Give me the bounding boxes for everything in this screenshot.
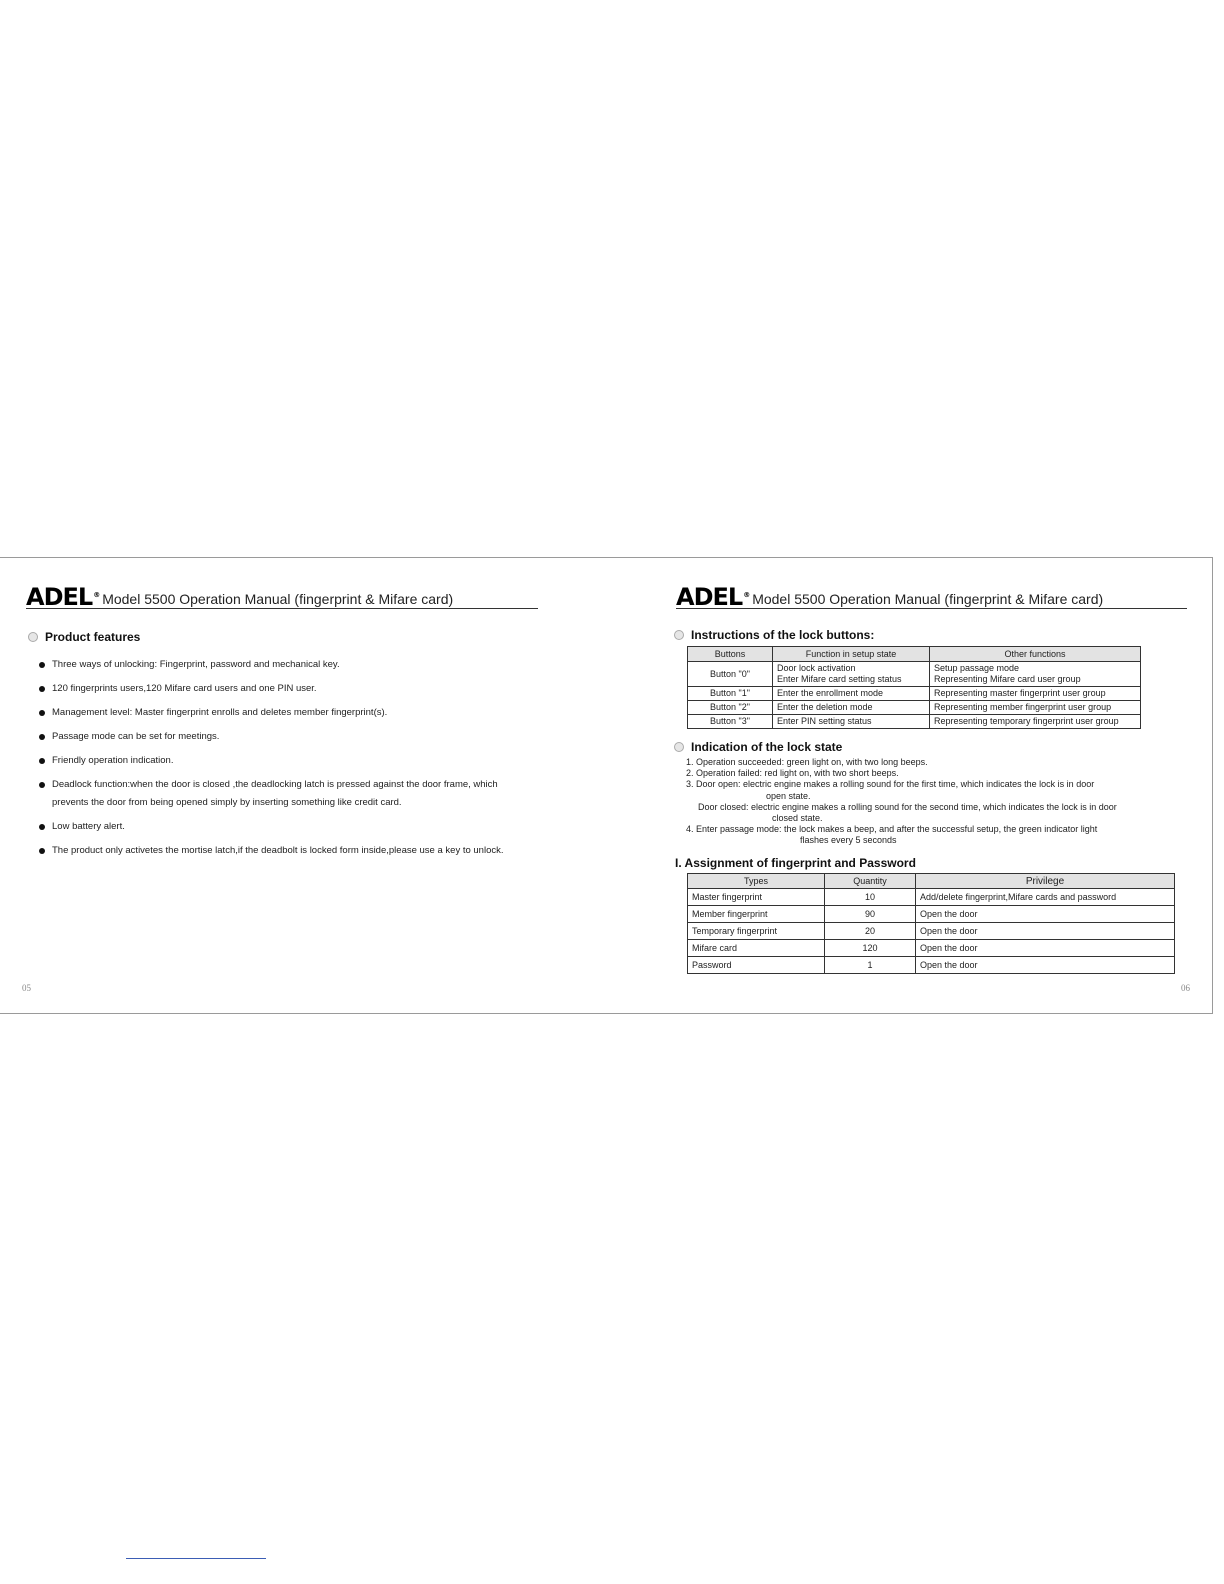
privilege-cell: Open the door [916,957,1175,974]
other-cell: Representing member fingerprint user group [930,701,1141,715]
function-cell: Enter PIN setting status [773,715,930,729]
function-text: Door lock activation [777,663,856,673]
feature-list [38,656,528,866]
lock-buttons-table [687,646,1141,729]
type-cell: Password [688,957,825,974]
registered-mark: ® [743,591,750,599]
button-cell: Button "3" [688,715,773,729]
feature-text: Management level: Master fingerprint enrolls and deletes member fingerprint(s). [52,707,388,718]
list-item [38,656,528,674]
list-item: 4. Enter passage mode: the lock makes a beep, and after the successful setup, the green indicator light [686,824,1098,835]
bullet-icon [39,734,45,740]
section-title-text: Indication of the lock state [691,740,843,754]
feature-text: The product only activetes the mortise latch,if the deadbolt is locked form inside,please use a key to unlock. [52,845,504,856]
table-row [688,889,1175,906]
function-cell: Enter the enrollment mode [773,687,930,701]
column-header: Types [688,874,825,889]
table-row [688,715,1141,729]
adel-logo: ADEL® [676,583,750,611]
assignment-table [687,873,1175,974]
bullet-icon [39,848,45,854]
quantity-cell: 20 [825,923,916,940]
column-header: Function in setup state [773,647,930,662]
lock-state-list [686,757,1196,847]
table-row [688,906,1175,923]
type-cell: Temporary fingerprint [688,923,825,940]
table-row [688,662,1141,687]
other-cell: Representing temporary fingerprint user group [930,715,1141,729]
registered-mark: ® [93,591,100,599]
list-item [38,680,528,698]
function-text: Enter Mifare card setting status [777,674,902,684]
list-item [38,818,528,836]
table-row [688,940,1175,957]
other-text: Setup passage mode [934,663,1020,673]
section-title-lock-buttons [674,628,874,642]
other-cell [930,662,1141,687]
other-cell: Representing master fingerprint user group [930,687,1141,701]
quantity-cell: 10 [825,889,916,906]
manual-title: Model 5500 Operation Manual (fingerprint & Mifare card) [752,591,1104,607]
page-header [676,584,1187,609]
circle-bullet-icon [674,742,684,752]
hyperlink-underline[interactable] [126,1558,266,1559]
type-cell: Member fingerprint [688,906,825,923]
bullet-icon [39,686,45,692]
circle-bullet-icon [674,630,684,640]
button-cell: Button "0" [688,662,773,687]
privilege-cell: Open the door [916,906,1175,923]
feature-text: Friendly operation indication. [52,755,174,766]
list-item: 3. Door open: electric engine makes a rolling sound for the first time, which indicates the lock is in door [686,779,1095,790]
quantity-cell: 90 [825,906,916,923]
table-row [688,701,1141,715]
column-header: Buttons [688,647,773,662]
table-row [688,923,1175,940]
button-cell: Button "2" [688,701,773,715]
list-item [38,776,528,812]
list-item [38,752,528,770]
list-item [38,704,528,722]
section-title-assignment: I. Assignment of fingerprint and Password [675,856,916,870]
bullet-icon [39,782,45,788]
feature-text: Three ways of unlocking: Fingerprint, password and mechanical key. [52,659,340,670]
feature-text: Passage mode can be set for meetings. [52,731,220,742]
right-page [612,558,1212,1013]
list-item: 2. Operation failed: red light on, with two short beeps. [686,768,899,779]
list-item [38,728,528,746]
function-cell [773,662,930,687]
bullet-icon [39,824,45,830]
manual-spread [0,557,1213,1014]
list-item: 1. Operation succeeded: green light on, with two long beeps. [686,757,928,767]
list-item: Door closed: electric engine makes a rolling sound for the second time, which indicates the lock is in door [698,801,1117,812]
privilege-cell: Open the door [916,923,1175,940]
other-text: Representing Mifare card user group [934,674,1081,684]
privilege-cell: Open the door [916,940,1175,957]
list-item-continued: flashes every 5 seconds [800,835,897,846]
column-header: Quantity [825,874,916,889]
function-cell: Enter the deletion mode [773,701,930,715]
table-row [688,957,1175,974]
privilege-cell: Add/delete fingerprint,Mifare cards and password [916,889,1175,906]
feature-text: Deadlock function:when the door is closed ,the deadlocking latch is pressed against the door frame, which prevents the door from being opened simply by inserting something like credit card. [52,779,498,808]
button-cell: Button "1" [688,687,773,701]
bullet-icon [39,662,45,668]
quantity-cell: 120 [825,940,916,957]
table-header-row [688,647,1141,662]
feature-text: Low battery alert. [52,821,125,832]
bullet-icon [39,710,45,716]
manual-title: Model 5500 Operation Manual (fingerprint & Mifare card) [102,591,454,607]
list-item [38,842,528,860]
column-header: Privilege [916,874,1175,889]
bullet-icon [39,758,45,764]
quantity-cell: 1 [825,957,916,974]
column-header: Other functions [930,647,1141,662]
page-header [26,584,538,609]
list-item-continued: open state. [766,790,811,801]
type-cell: Mifare card [688,940,825,957]
left-page [0,558,612,1013]
list-item-continued: closed state. [772,813,823,824]
adel-logo: ADEL® [26,583,100,611]
circle-bullet-icon [28,632,38,642]
page-number: 05 [22,983,31,993]
feature-text: 120 fingerprints users,120 Mifare card users and one PIN user. [52,683,317,694]
table-row [688,687,1141,701]
section-title-lock-state [674,740,842,754]
section-title-product-features [28,630,140,644]
type-cell: Master fingerprint [688,889,825,906]
section-title-text: Instructions of the lock buttons: [691,628,875,642]
page-number: 06 [1181,983,1190,993]
section-title-text: Product features [45,630,141,644]
table-header-row [688,874,1175,889]
